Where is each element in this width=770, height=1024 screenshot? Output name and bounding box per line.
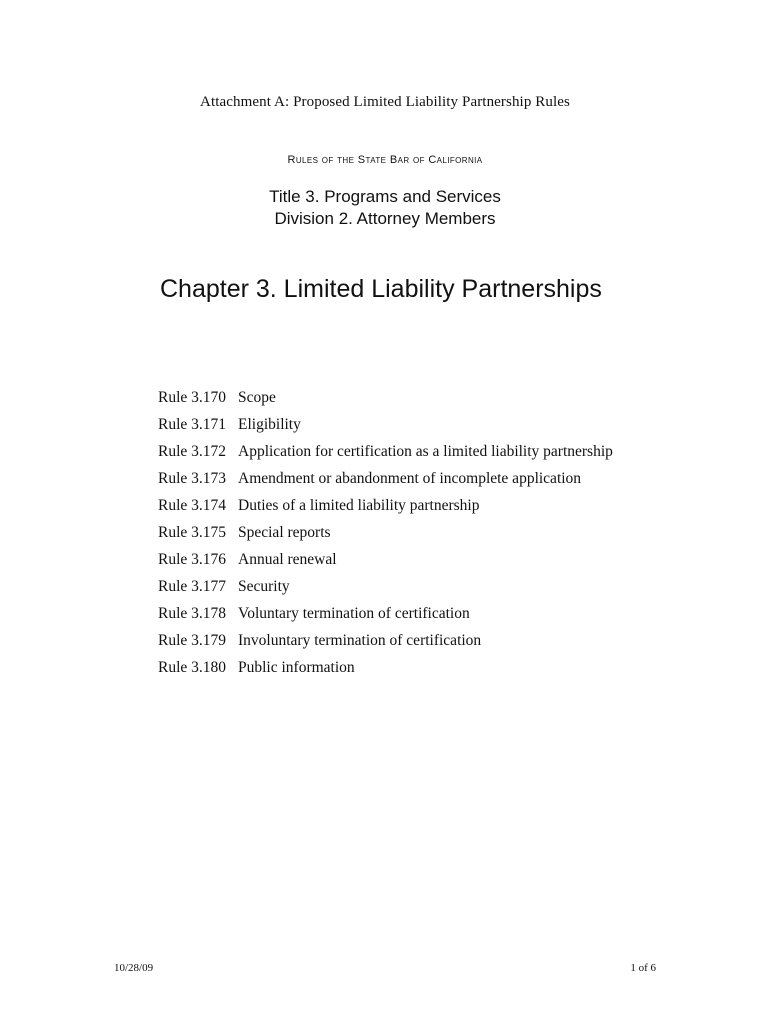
- division-heading: Division 2. Attorney Members: [274, 209, 496, 228]
- rule-title: Amendment or abandonment of incomplete application: [238, 470, 582, 487]
- rule-number: Rule 3.178: [158, 605, 227, 622]
- rule-title: Special reports: [238, 524, 331, 541]
- attachment-title: Attachment A: Proposed Limited Liability Partnership Rules: [200, 94, 570, 110]
- rule-title: Security: [238, 578, 290, 595]
- rule-item: [158, 631, 613, 658]
- rule-item: [158, 604, 613, 631]
- rule-item: [158, 496, 613, 523]
- rule-number: Rule 3.180: [158, 659, 227, 676]
- rule-number: Rule 3.172: [158, 443, 227, 460]
- title-heading: Title 3. Programs and Services: [269, 187, 501, 206]
- rule-title: Application for certification as a limited liability partnership: [238, 443, 613, 460]
- rule-title: Public information: [238, 659, 355, 676]
- rule-title: Involuntary termination of certification: [238, 632, 482, 649]
- organization-heading: Rules of the State Bar of California: [287, 154, 483, 166]
- rule-number: Rule 3.179: [158, 632, 227, 649]
- rule-item: [158, 442, 613, 469]
- rule-list: [158, 388, 613, 685]
- rule-item: [158, 388, 613, 415]
- rule-number: Rule 3.177: [158, 578, 227, 595]
- rule-number: Rule 3.170: [158, 389, 227, 406]
- rule-number: Rule 3.175: [158, 524, 227, 541]
- rule-item: [158, 577, 613, 604]
- footer-date: 10/28/09: [114, 962, 154, 974]
- page-indicator: 1 of 6: [630, 962, 656, 974]
- rule-number: Rule 3.171: [158, 416, 227, 433]
- rule-title: Annual renewal: [238, 551, 337, 568]
- rule-number: Rule 3.173: [158, 470, 227, 487]
- rule-number: Rule 3.176: [158, 551, 227, 568]
- rule-item: [158, 415, 613, 442]
- rule-number: Rule 3.174: [158, 497, 227, 514]
- rule-item: [158, 550, 613, 577]
- rule-title: Voluntary termination of certification: [238, 605, 470, 622]
- rule-title: Eligibility: [238, 416, 301, 433]
- chapter-heading: Chapter 3. Limited Liability Partnerships: [160, 275, 602, 303]
- rule-title: Scope: [238, 389, 276, 406]
- rule-item: [158, 469, 613, 496]
- rule-item: [158, 523, 613, 550]
- rule-item: [158, 658, 613, 685]
- rule-title: Duties of a limited liability partnership: [238, 497, 480, 514]
